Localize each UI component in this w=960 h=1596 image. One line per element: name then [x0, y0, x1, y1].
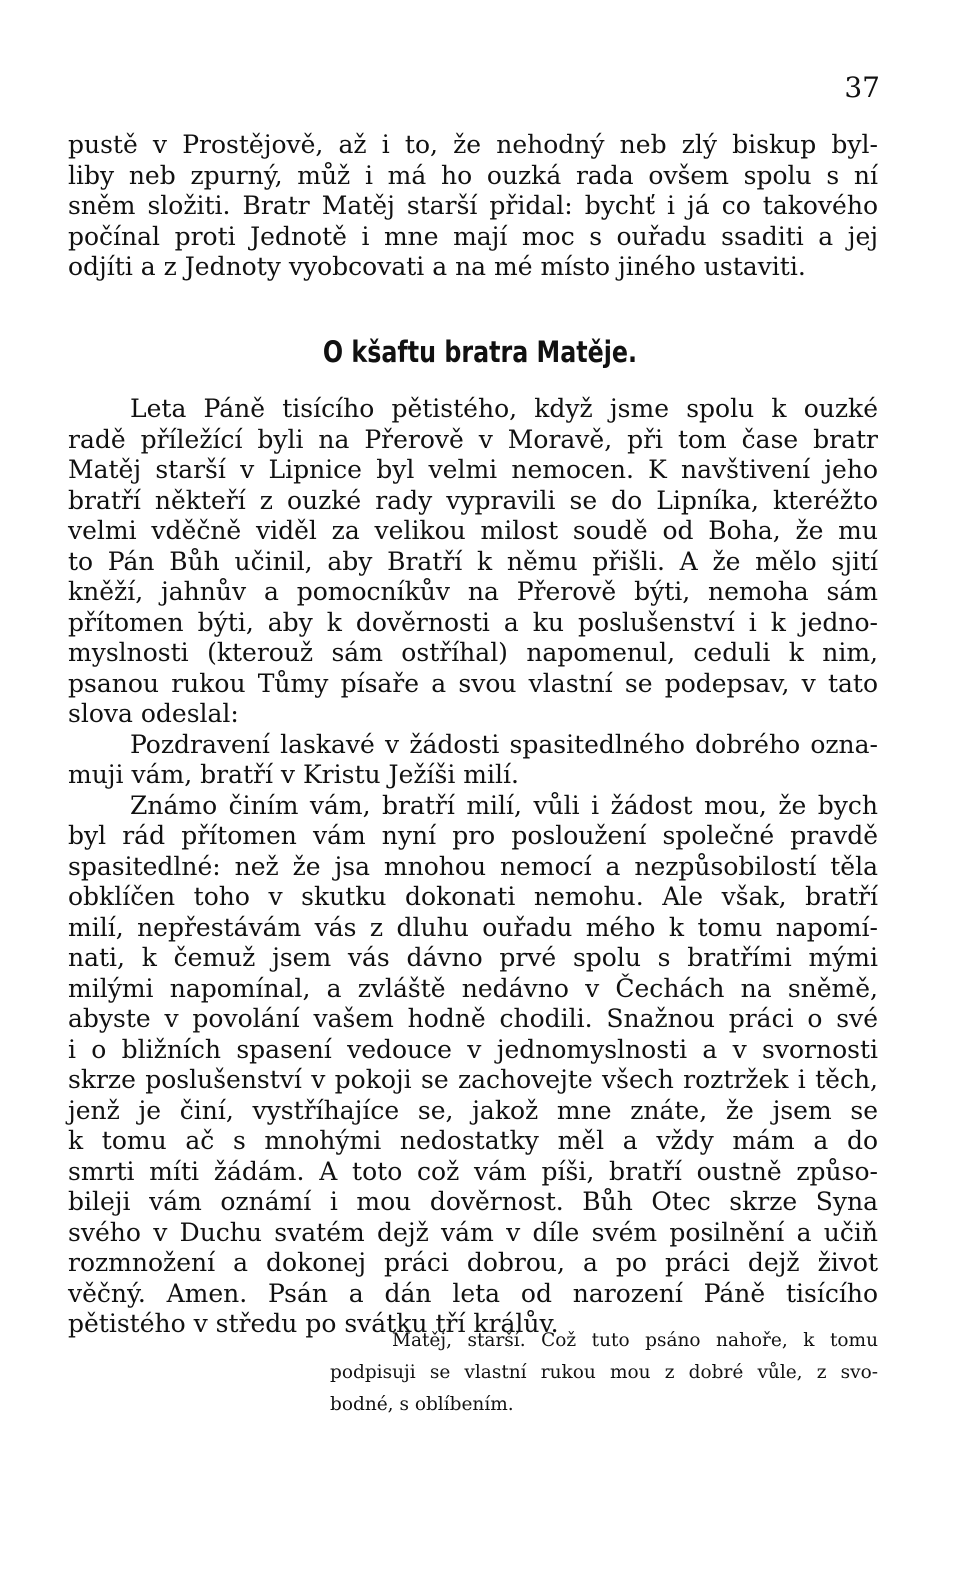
- signature-line: podpisuji se vlastní rukou mou z dobré vůle, z svo-: [330, 1362, 878, 1383]
- text-line: rozmnožení a dokonej práci dobrou, a po práci dejž život: [68, 1248, 878, 1277]
- text-line: slova odeslal:: [68, 699, 239, 728]
- text-line: kněží, jahnův a pomocníkův na Přerově býti, nemoha sám: [68, 577, 878, 606]
- text-line: milí, nepřestávám vás z dluhu ouřadu mého k tomu napomí-: [68, 912, 878, 942]
- text-line: věčný. Amen. Psán a dán leta od narození Páně tisícího: [68, 1278, 878, 1308]
- text-line: myslnosti (kterouž sám ostříhal) napomenul, ceduli k nim,: [68, 638, 878, 667]
- signature-note: [330, 1325, 878, 1421]
- text-line: nati, k čemuž jsem vás dávno prvé spolu s bratřími mými: [68, 943, 878, 972]
- text-line: Leta Páně tisícího pětistého, když jsme spolu k ouzké: [130, 394, 878, 423]
- text-line: smrti míti žádám. A toto což vám píši, bratří oustně způso-: [68, 1156, 878, 1186]
- text-line: Známo činím vám, bratří milí, vůli i žádost mou, že bych: [130, 790, 878, 820]
- letter-body: [68, 394, 878, 1340]
- text-line: to Pán Bůh učinil, aby Bratří k němu přišli. A že mělo sjití: [68, 546, 878, 576]
- text-line: pustě v Prostějově, až i to, že nehodný neb zlý biskup byl-: [68, 130, 878, 159]
- text-line: radě příležící byli na Přerově v Moravě, při tom čase bratr: [68, 424, 878, 454]
- text-line: milými napomínal, a zvláště nedávno v Čechách na sněmě,: [68, 973, 878, 1003]
- text-line: jenž je činí, vystříhajíce se, jakož mne znáte, že jsem se: [68, 1095, 878, 1125]
- text-line: bratří někteří z ouzké rady vypravili se do Lipníka, kteréžto: [68, 485, 878, 515]
- text-line: psanou rukou Tůmy písaře a svou vlastní se podepsav, v tato: [68, 668, 878, 698]
- text-line: liby neb zpurný, můž i má ho ouzká rada ovšem spolu s ní: [68, 160, 878, 190]
- text-line: obklíčen toho v skutku dokonati nemohu. Ale však, bratří: [68, 882, 878, 911]
- text-line: Pozdravení laskavé v žádosti spasitedlného dobrého ozna-: [130, 729, 878, 759]
- text-line: velmi vděčně viděl za velikou milost soudě od Boha, že mu: [68, 516, 878, 545]
- text-line: pětistého v středu po svátku tří králův.: [68, 1309, 559, 1338]
- opening-paragraph: [68, 130, 878, 283]
- text-line: i o bližních spasení vedouce v jednomyslnosti a v svornosti: [68, 1034, 878, 1064]
- text-line: spasitedlné: než že jsa mnohou nemocí a nezpůsobilostí těla: [68, 851, 878, 881]
- text-line: abyste v povolání vašem hodně chodili. Snažnou práci o své: [68, 1004, 878, 1033]
- text-line: počínal proti Jednotě i mne mají moc s ouřadu ssaditi a jej: [68, 221, 878, 251]
- text-line: byl rád přítomen vám nyní pro posloužení společné pravdě: [68, 821, 878, 850]
- page-number: 37: [844, 71, 880, 104]
- text-line: sněm složiti. Bratr Matěj starší přidal: bychť i já co takového: [68, 191, 878, 220]
- text-line: přítomen býti, aby k dověrnosti a ku poslušenství i k jedno-: [68, 607, 878, 637]
- section-heading: O kšaftu bratra Matěje.: [322, 335, 638, 369]
- text-line: Matěj starší v Lipnice byl velmi nemocen. K navštivení jeho: [68, 455, 878, 484]
- text-line: k tomu ač s mnohými nedostatky měl a vždy mám a do: [68, 1126, 878, 1155]
- text-line: odjíti a z Jednoty vyobcovati a na mé místo jiného ustaviti.: [68, 252, 806, 281]
- signature-line: bodné, s oblíbením.: [330, 1394, 514, 1415]
- text-line: bileji vám oznámí i mou dověrnost. Bůh Otec skrze Syna: [68, 1187, 878, 1216]
- text-line: muji vám, bratří v Kristu Ježíši milí.: [68, 760, 519, 789]
- signature-line: Matěj, starší. Což tuto psáno nahoře, k tomu: [392, 1330, 878, 1351]
- text-line: svého v Duchu svatém dejž vám v díle svém posilnění a učiň: [68, 1217, 878, 1247]
- text-line: skrze poslušenství v pokoji se zachovejte všech roztržek i těch,: [68, 1065, 878, 1094]
